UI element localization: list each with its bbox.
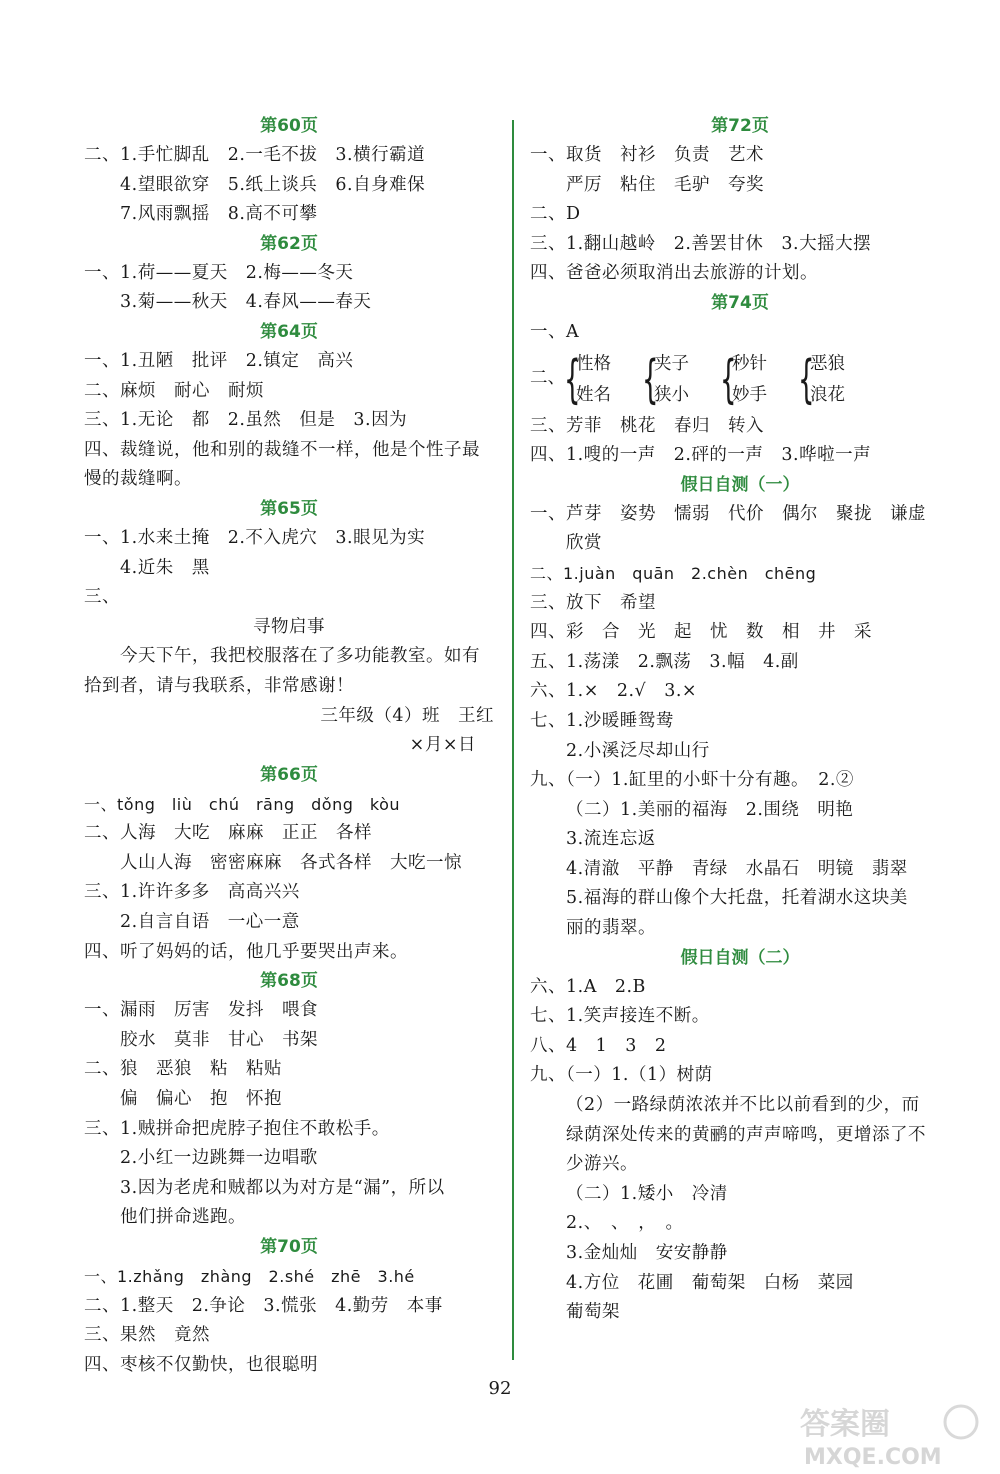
section-heading: 第60页 xyxy=(260,116,318,136)
section-heading: 第74页 xyxy=(711,292,769,313)
right-top-section xyxy=(530,112,950,348)
answer-line: 三、芳菲 桃花 春归 转入 xyxy=(530,415,764,436)
answer-line: 绿荫深处传来的黄鹂的声声啼鸣，更增添了不 xyxy=(566,1124,926,1145)
brace-word-bottom: 狭小 xyxy=(654,384,689,405)
answer-line: ×月×日 xyxy=(409,735,494,756)
right-column xyxy=(530,112,950,1328)
brace-symbol: { xyxy=(720,349,737,410)
answer-line: 少游兴。 xyxy=(566,1154,638,1175)
answer-line: 2.小溪泛尽却山行 xyxy=(566,740,710,761)
page-number: 92 xyxy=(488,1378,512,1399)
answer-line: 丽的翡翠。 xyxy=(566,918,656,939)
answer-line: 一、1.水来土掩 2.不入虎穴 3.眼见为实 xyxy=(84,527,426,548)
section-heading: 第70页 xyxy=(260,1237,318,1257)
answer-line: 一、1.zhǎng zhàng 2.shé zhē 3.hé xyxy=(84,1267,415,1286)
answer-line: 4.近朱 黑 xyxy=(120,557,210,578)
answer-line: 四、1.嗖的一声 2.砰的一声 3.哗啦一声 xyxy=(530,445,872,466)
answer-line: 二、狼 恶狼 粘 粘贴 xyxy=(84,1059,282,1080)
answer-line: 一、芦芽 姿势 懦弱 代价 偶尔 聚拢 谦虚 xyxy=(530,503,926,524)
answer-line: （二）1.矮小 冷清 xyxy=(566,1183,728,1204)
answer-line: 二、1.整天 2.争论 3.慌张 4.勤劳 本事 xyxy=(84,1295,443,1316)
answer-line: 八、4 1 3 2 xyxy=(530,1035,667,1056)
answer-line: 葡萄架 xyxy=(566,1302,620,1323)
answer-line: 一、tǒng liù chú rāng dǒng kòu xyxy=(84,794,401,814)
answer-line: 五、1.荡漾 2.飘荡 3.幅 4.副 xyxy=(530,651,799,672)
section-heading: 第65页 xyxy=(260,498,318,519)
answer-line: 二、1.juàn quān 2.chèn chēng xyxy=(530,563,817,583)
section-heading: 第62页 xyxy=(260,233,318,254)
answer-line: 二、1.手忙脚乱 2.一毛不拔 3.横行霸道 xyxy=(84,145,426,165)
answer-line: 二、D xyxy=(530,204,581,225)
answer-line: 四、裁缝说，他和别的裁缝不一样，他是个性子最 xyxy=(84,439,480,460)
brace-word-bottom: 妙手 xyxy=(732,384,767,405)
answer-line: 三、 xyxy=(84,587,120,608)
answer-line: 四、彩 合 光 起 忧 数 相 井 采 xyxy=(530,622,872,643)
answer-line: 三年级（4）班 王红 xyxy=(320,705,494,726)
answer-line: 一、1.荷——夏天 2.梅——冬天 xyxy=(84,262,354,283)
answer-line: 九、（一）1.（1）树荫 xyxy=(530,1065,713,1086)
section-heading: 假日自测（二） xyxy=(680,947,800,968)
answer-line: 5.福海的群山像个大托盘，托着湖水这块美 xyxy=(566,888,908,909)
answer-line: 三、1.贼拼命把虎脖子抱住不敢松手。 xyxy=(84,1118,390,1139)
left-column xyxy=(84,112,494,1380)
answer-line: 欣赏 xyxy=(566,533,602,554)
answer-line: 7.风雨飘摇 8.高不可攀 xyxy=(120,204,318,225)
answer-line: 二、人海 大吃 麻麻 正正 各样 xyxy=(84,823,372,844)
answer-line: 人山人海 密密麻麻 各式各样 大吃一惊 xyxy=(120,852,462,873)
answer-line: 4.望眼欲穿 5.纸上谈兵 6.自身难保 xyxy=(120,174,426,195)
answer-line: 三、果然 竟然 xyxy=(84,1325,210,1346)
section-heading: 第72页 xyxy=(711,116,769,136)
answer-line: 六、1.A 2.B xyxy=(530,976,646,997)
answer-line: （2）一路绿荫浓浓并不比以前看到的少，而 xyxy=(566,1095,920,1116)
answer-line: 三、1.许许多多 高高兴兴 xyxy=(84,882,300,903)
watermark-bottom: MXQE.COM xyxy=(804,1445,942,1470)
answer-line: 他们拼命逃跑。 xyxy=(120,1207,246,1228)
brace-word-top: 恶狼 xyxy=(810,353,845,374)
answer-line: 四、爸爸必须取消出去旅游的计划。 xyxy=(530,263,818,284)
section-heading: 假日自测（一） xyxy=(680,474,800,495)
answer-line: 4.清澈 平静 青绿 水晶石 明镜 翡翠 xyxy=(566,858,908,879)
answer-line: 一、漏雨 厉害 发抖 喂食 xyxy=(84,1000,318,1021)
answer-line: 2.、 、 ， 。 xyxy=(566,1213,684,1234)
answer-line: 拾到者，请与我联系，非常感谢！ xyxy=(84,675,354,696)
answer-line: 三、放下 希望 xyxy=(530,592,656,613)
answer-line: 3.菊——秋天 4.春风——春天 xyxy=(120,292,372,313)
answer-line: 一、1.丑陋 批评 2.镇定 高兴 xyxy=(84,350,354,371)
answer-line: 寻物启事 xyxy=(253,616,325,637)
answer-line: 2.小红一边跳舞一边唱歌 xyxy=(120,1148,318,1169)
brace-symbol: { xyxy=(564,349,581,410)
watermark-top: 答案圈 xyxy=(800,1407,890,1442)
brace-word-top: 性格 xyxy=(576,353,611,374)
answer-line: 三、1.翻山越岭 2.善罢甘休 3.大摇大摆 xyxy=(530,233,872,254)
answer-line: 严厉 粘住 毛驴 夸奖 xyxy=(566,174,764,195)
answer-line: 偏 偏心 抱 怀抱 xyxy=(120,1089,282,1110)
answer-line: 一、取货 衬衫 负责 艺术 xyxy=(530,145,764,165)
answer-line: 四、枣核不仅勤快，也很聪明 xyxy=(84,1354,318,1375)
brace-word-top: 夹子 xyxy=(654,353,689,374)
right-bottom-section xyxy=(530,412,950,1328)
brace-symbol: { xyxy=(642,349,659,410)
brace-word-bottom: 浪花 xyxy=(810,384,845,405)
brace-word-top: 秒针 xyxy=(732,353,767,374)
answer-line: 二、麻烦 耐心 耐烦 xyxy=(84,380,264,401)
brace-question xyxy=(530,348,950,412)
answer-line: 一、A xyxy=(530,321,580,342)
answer-line: 2.自言自语 一心一意 xyxy=(120,912,300,933)
answer-line: 六、1.× 2.√ 3.× xyxy=(530,681,698,702)
answer-line: 九、（一）1.缸里的小虾十分有趣。 2.② xyxy=(530,770,854,791)
watermark-logo xyxy=(796,1400,986,1470)
answer-line: （二）1.美丽的福海 2.围绕 明艳 xyxy=(566,799,854,820)
section-heading: 第66页 xyxy=(260,764,318,785)
brace-question-number: 二、 xyxy=(530,367,565,388)
column-divider xyxy=(512,120,514,1360)
answer-line: 七、1.笑声接连不断。 xyxy=(530,1006,710,1027)
brace-word-bottom: 姓名 xyxy=(576,384,611,405)
answer-line: 七、1.沙暖睡鸳鸯 xyxy=(530,710,674,731)
answer-line: 胶水 莫非 甘心 书架 xyxy=(120,1029,318,1050)
answer-line: 三、1.无论 都 2.虽然 但是 3.因为 xyxy=(84,410,408,431)
answer-line: 四、听了妈妈的话，他几乎要哭出声来。 xyxy=(84,941,408,962)
section-heading: 第64页 xyxy=(260,321,318,342)
answer-line: 今天下午，我把校服落在了多功能教室。如有 xyxy=(120,646,480,667)
answer-line: 4.方位 花圃 葡萄架 白杨 菜园 xyxy=(566,1272,854,1293)
brace-symbol: { xyxy=(798,349,815,410)
answer-line: 3.金灿灿 安安静静 xyxy=(566,1243,728,1263)
answer-line: 慢的裁缝啊。 xyxy=(84,469,192,490)
answer-line: 3.流连忘返 xyxy=(566,829,656,850)
section-heading: 第68页 xyxy=(260,971,318,992)
answer-line: 3.因为老虎和贼都以为对方是“漏”，所以 xyxy=(120,1177,445,1198)
